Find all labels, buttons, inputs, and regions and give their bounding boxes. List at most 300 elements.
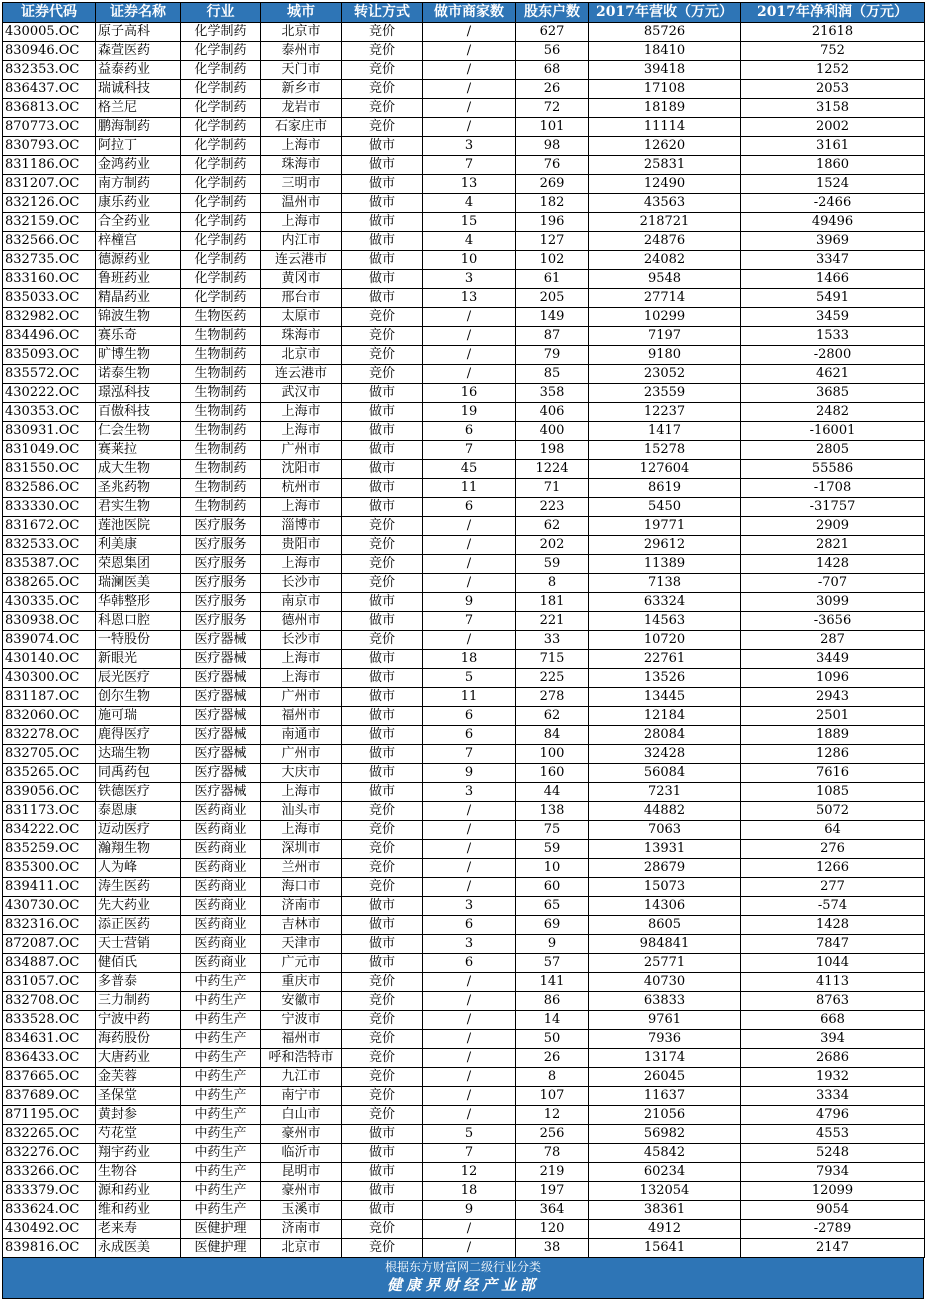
cell-shareholders: 8 (516, 1068, 589, 1087)
table-row (3, 1106, 925, 1125)
cell-net-profit: 1932 (741, 1068, 925, 1087)
cell-name: 多普泰 (96, 973, 181, 992)
cell-revenue: 12237 (589, 403, 741, 422)
cell-shareholders: 65 (516, 897, 589, 916)
cell-name: 达瑞生物 (96, 745, 181, 764)
cell-net-profit: 1096 (741, 669, 925, 688)
cell-transfer-method: 做市 (342, 650, 423, 669)
cell-market-makers: 7 (423, 612, 516, 631)
cell-market-makers: 7 (423, 156, 516, 175)
cell-name: 圣兆药物 (96, 479, 181, 498)
table-row (3, 42, 925, 61)
cell-name: 鹏海制药 (96, 118, 181, 137)
col-header-name: 证券名称 (96, 3, 181, 23)
cell-transfer-method: 竞价 (342, 1239, 423, 1258)
cell-code: 835300.OC (3, 859, 96, 878)
cell-city: 深圳市 (261, 840, 342, 859)
cell-city: 大庆市 (261, 764, 342, 783)
cell-revenue: 56982 (589, 1125, 741, 1144)
cell-revenue: 984841 (589, 935, 741, 954)
cell-name: 荣恩集团 (96, 555, 181, 574)
cell-transfer-method: 竞价 (342, 859, 423, 878)
cell-name: 施可瑞 (96, 707, 181, 726)
cell-code: 430005.OC (3, 23, 96, 42)
cell-market-makers: 6 (423, 954, 516, 973)
cell-net-profit: 2482 (741, 403, 925, 422)
cell-industry: 医药商业 (181, 897, 261, 916)
cell-shareholders: 98 (516, 137, 589, 156)
cell-market-makers: 7 (423, 1144, 516, 1163)
table-row (3, 213, 925, 232)
cell-shareholders: 400 (516, 422, 589, 441)
cell-name: 创尔生物 (96, 688, 181, 707)
cell-market-makers: 4 (423, 232, 516, 251)
cell-industry: 医疗器械 (181, 764, 261, 783)
cell-industry: 化学制药 (181, 194, 261, 213)
cell-industry: 医健护理 (181, 1239, 261, 1258)
cell-code: 832533.OC (3, 536, 96, 555)
cell-net-profit: 4113 (741, 973, 925, 992)
table-row (3, 251, 925, 270)
cell-name: 迈动医疗 (96, 821, 181, 840)
cell-market-makers: / (423, 365, 516, 384)
cell-name: 成大生物 (96, 460, 181, 479)
cell-city: 上海市 (261, 213, 342, 232)
cell-net-profit: 2501 (741, 707, 925, 726)
cell-name: 瑞澜医美 (96, 574, 181, 593)
table-row (3, 80, 925, 99)
cell-revenue: 25771 (589, 954, 741, 973)
cell-industry: 医疗器械 (181, 631, 261, 650)
table-row (3, 536, 925, 555)
cell-industry: 化学制药 (181, 99, 261, 118)
cell-market-makers: / (423, 802, 516, 821)
cell-shareholders: 202 (516, 536, 589, 555)
cell-name: 利美康 (96, 536, 181, 555)
table-row (3, 118, 925, 137)
cell-code: 838265.OC (3, 574, 96, 593)
cell-code: 832586.OC (3, 479, 96, 498)
cell-revenue: 15073 (589, 878, 741, 897)
cell-revenue: 15641 (589, 1239, 741, 1258)
cell-name: 三力制药 (96, 992, 181, 1011)
cell-name: 金鸿药业 (96, 156, 181, 175)
cell-transfer-method: 竞价 (342, 840, 423, 859)
cell-net-profit: 1860 (741, 156, 925, 175)
cell-name: 黄封参 (96, 1106, 181, 1125)
cell-name: 宁波中药 (96, 1011, 181, 1030)
cell-transfer-method: 做市 (342, 479, 423, 498)
cell-code: 872087.OC (3, 935, 96, 954)
cell-market-makers: / (423, 878, 516, 897)
cell-net-profit: 287 (741, 631, 925, 650)
cell-city: 广州市 (261, 745, 342, 764)
cell-transfer-method: 做市 (342, 175, 423, 194)
cell-shareholders: 102 (516, 251, 589, 270)
cell-industry: 生物制药 (181, 346, 261, 365)
cell-net-profit: 7616 (741, 764, 925, 783)
table-row (3, 517, 925, 536)
cell-market-makers: / (423, 327, 516, 346)
stock-table-container (2, 2, 924, 1299)
table-row (3, 61, 925, 80)
cell-name: 同禹药包 (96, 764, 181, 783)
cell-industry: 生物制药 (181, 365, 261, 384)
cell-name: 旷博生物 (96, 346, 181, 365)
table-row (3, 1087, 925, 1106)
cell-net-profit: 2002 (741, 118, 925, 137)
cell-revenue: 27714 (589, 289, 741, 308)
cell-industry: 医疗服务 (181, 593, 261, 612)
cell-shareholders: 138 (516, 802, 589, 821)
cell-shareholders: 86 (516, 992, 589, 1011)
cell-transfer-method: 做市 (342, 498, 423, 517)
cell-net-profit: 1044 (741, 954, 925, 973)
table-row (3, 802, 925, 821)
cell-revenue: 4912 (589, 1220, 741, 1239)
cell-shareholders: 87 (516, 327, 589, 346)
cell-net-profit: 3969 (741, 232, 925, 251)
cell-shareholders: 256 (516, 1125, 589, 1144)
col-header-city: 城市 (261, 3, 342, 23)
cell-transfer-method: 做市 (342, 194, 423, 213)
cell-code: 831186.OC (3, 156, 96, 175)
cell-city: 石家庄市 (261, 118, 342, 137)
cell-shareholders: 59 (516, 840, 589, 859)
cell-name: 科恩口腔 (96, 612, 181, 631)
cell-code: 430730.OC (3, 897, 96, 916)
cell-transfer-method: 竞价 (342, 1220, 423, 1239)
cell-revenue: 24876 (589, 232, 741, 251)
cell-transfer-method: 竞价 (342, 555, 423, 574)
cell-industry: 医疗服务 (181, 536, 261, 555)
cell-code: 835265.OC (3, 764, 96, 783)
cell-industry: 医药商业 (181, 935, 261, 954)
cell-revenue: 40730 (589, 973, 741, 992)
cell-code: 833330.OC (3, 498, 96, 517)
cell-net-profit: 49496 (741, 213, 925, 232)
cell-industry: 化学制药 (181, 213, 261, 232)
table-row (3, 745, 925, 764)
cell-industry: 中药生产 (181, 1049, 261, 1068)
table-row (3, 669, 925, 688)
cell-net-profit: 2805 (741, 441, 925, 460)
cell-city: 南宁市 (261, 1087, 342, 1106)
table-row (3, 783, 925, 802)
cell-city: 龙岩市 (261, 99, 342, 118)
cell-market-makers: 11 (423, 688, 516, 707)
cell-revenue: 24082 (589, 251, 741, 270)
cell-transfer-method: 竞价 (342, 992, 423, 1011)
cell-net-profit: 7934 (741, 1163, 925, 1182)
cell-name: 益泰药业 (96, 61, 181, 80)
cell-market-makers: 12 (423, 1163, 516, 1182)
cell-code: 831049.OC (3, 441, 96, 460)
cell-industry: 中药生产 (181, 1011, 261, 1030)
cell-industry: 医药商业 (181, 916, 261, 935)
cell-net-profit: 1085 (741, 783, 925, 802)
cell-industry: 化学制药 (181, 270, 261, 289)
cell-city: 南京市 (261, 593, 342, 612)
cell-market-makers: / (423, 821, 516, 840)
table-row (3, 688, 925, 707)
cell-name: 翔宇药业 (96, 1144, 181, 1163)
cell-market-makers: / (423, 118, 516, 137)
cell-industry: 医疗器械 (181, 745, 261, 764)
cell-revenue: 13931 (589, 840, 741, 859)
cell-market-makers: / (423, 517, 516, 536)
cell-net-profit: -31757 (741, 498, 925, 517)
cell-transfer-method: 竞价 (342, 1049, 423, 1068)
cell-code: 832705.OC (3, 745, 96, 764)
table-row (3, 1201, 925, 1220)
cell-industry: 医药商业 (181, 878, 261, 897)
cell-code: 836437.OC (3, 80, 96, 99)
table-row (3, 954, 925, 973)
cell-city: 新乡市 (261, 80, 342, 99)
cell-city: 上海市 (261, 821, 342, 840)
cell-revenue: 13526 (589, 669, 741, 688)
cell-code: 833624.OC (3, 1201, 96, 1220)
cell-net-profit: 3334 (741, 1087, 925, 1106)
cell-revenue: 7231 (589, 783, 741, 802)
cell-market-makers: 9 (423, 1201, 516, 1220)
table-row (3, 840, 925, 859)
table-row (3, 1239, 925, 1258)
cell-city: 上海市 (261, 669, 342, 688)
cell-city: 福州市 (261, 707, 342, 726)
table-row (3, 707, 925, 726)
cell-name: 永成医美 (96, 1239, 181, 1258)
table-row (3, 479, 925, 498)
cell-industry: 医疗器械 (181, 707, 261, 726)
cell-revenue: 63324 (589, 593, 741, 612)
cell-market-makers: / (423, 992, 516, 1011)
cell-industry: 中药生产 (181, 1201, 261, 1220)
cell-net-profit: 1524 (741, 175, 925, 194)
cell-city: 连云港市 (261, 251, 342, 270)
cell-industry: 化学制药 (181, 61, 261, 80)
cell-transfer-method: 做市 (342, 897, 423, 916)
cell-revenue: 22761 (589, 650, 741, 669)
cell-code: 831550.OC (3, 460, 96, 479)
cell-net-profit: 1428 (741, 916, 925, 935)
cell-shareholders: 84 (516, 726, 589, 745)
cell-transfer-method: 竞价 (342, 802, 423, 821)
cell-city: 德州市 (261, 612, 342, 631)
cell-city: 白山市 (261, 1106, 342, 1125)
cell-transfer-method: 做市 (342, 593, 423, 612)
cell-transfer-method: 做市 (342, 251, 423, 270)
cell-industry: 化学制药 (181, 42, 261, 61)
cell-code: 835572.OC (3, 365, 96, 384)
cell-name: 鹿得医疗 (96, 726, 181, 745)
cell-code: 834496.OC (3, 327, 96, 346)
cell-city: 玉溪市 (261, 1201, 342, 1220)
cell-net-profit: 2686 (741, 1049, 925, 1068)
cell-shareholders: 107 (516, 1087, 589, 1106)
cell-revenue: 63833 (589, 992, 741, 1011)
cell-industry: 中药生产 (181, 1106, 261, 1125)
cell-revenue: 11389 (589, 555, 741, 574)
cell-market-makers: / (423, 99, 516, 118)
cell-revenue: 10299 (589, 308, 741, 327)
cell-industry: 生物制药 (181, 403, 261, 422)
cell-industry: 生物医药 (181, 308, 261, 327)
cell-city: 内江市 (261, 232, 342, 251)
table-row (3, 327, 925, 346)
cell-shareholders: 198 (516, 441, 589, 460)
cell-revenue: 127604 (589, 460, 741, 479)
cell-name: 梓橦宫 (96, 232, 181, 251)
table-row (3, 289, 925, 308)
cell-revenue: 7197 (589, 327, 741, 346)
cell-city: 长沙市 (261, 574, 342, 593)
cell-name: 泰恩康 (96, 802, 181, 821)
cell-transfer-method: 做市 (342, 441, 423, 460)
cell-transfer-method: 竞价 (342, 536, 423, 555)
cell-transfer-method: 做市 (342, 1125, 423, 1144)
cell-industry: 医疗器械 (181, 726, 261, 745)
cell-name: 赛乐奇 (96, 327, 181, 346)
cell-net-profit: 12099 (741, 1182, 925, 1201)
cell-net-profit: -574 (741, 897, 925, 916)
cell-city: 吉林市 (261, 916, 342, 935)
cell-market-makers: / (423, 574, 516, 593)
cell-shareholders: 358 (516, 384, 589, 403)
cell-revenue: 26045 (589, 1068, 741, 1087)
cell-transfer-method: 做市 (342, 289, 423, 308)
cell-city: 上海市 (261, 783, 342, 802)
cell-transfer-method: 做市 (342, 726, 423, 745)
cell-transfer-method: 做市 (342, 460, 423, 479)
cell-market-makers: / (423, 1106, 516, 1125)
table-row (3, 859, 925, 878)
cell-industry: 中药生产 (181, 1163, 261, 1182)
cell-revenue: 56084 (589, 764, 741, 783)
cell-transfer-method: 做市 (342, 384, 423, 403)
cell-shareholders: 1224 (516, 460, 589, 479)
cell-net-profit: 3099 (741, 593, 925, 612)
cell-net-profit: 7847 (741, 935, 925, 954)
cell-market-makers: 7 (423, 441, 516, 460)
cell-market-makers: / (423, 308, 516, 327)
cell-name: 德源药业 (96, 251, 181, 270)
cell-industry: 生物制药 (181, 327, 261, 346)
cell-code: 430492.OC (3, 1220, 96, 1239)
cell-code: 839056.OC (3, 783, 96, 802)
cell-name: 康乐药业 (96, 194, 181, 213)
cell-shareholders: 69 (516, 916, 589, 935)
cell-market-makers: / (423, 80, 516, 99)
cell-market-makers: / (423, 1030, 516, 1049)
cell-shareholders: 10 (516, 859, 589, 878)
cell-industry: 中药生产 (181, 1030, 261, 1049)
cell-net-profit: 277 (741, 878, 925, 897)
cell-code: 835033.OC (3, 289, 96, 308)
cell-name: 合全药业 (96, 213, 181, 232)
cell-industry: 医健护理 (181, 1220, 261, 1239)
cell-market-makers: / (423, 1239, 516, 1258)
cell-city: 济南市 (261, 897, 342, 916)
cell-transfer-method: 竞价 (342, 1087, 423, 1106)
cell-net-profit: 5491 (741, 289, 925, 308)
cell-code: 833266.OC (3, 1163, 96, 1182)
cell-shareholders: 127 (516, 232, 589, 251)
cell-industry: 医疗器械 (181, 650, 261, 669)
cell-name: 添正医药 (96, 916, 181, 935)
cell-shareholders: 149 (516, 308, 589, 327)
cell-code: 831173.OC (3, 802, 96, 821)
col-header-net-profit: 2017年净利润（万元） (741, 3, 925, 23)
cell-revenue: 28084 (589, 726, 741, 745)
cell-market-makers: 3 (423, 935, 516, 954)
cell-name: 森萱医药 (96, 42, 181, 61)
cell-transfer-method: 竞价 (342, 517, 423, 536)
cell-industry: 医药商业 (181, 859, 261, 878)
stock-table (2, 2, 925, 1258)
cell-industry: 医疗服务 (181, 517, 261, 536)
cell-shareholders: 141 (516, 973, 589, 992)
cell-industry: 化学制药 (181, 175, 261, 194)
cell-code: 832566.OC (3, 232, 96, 251)
cell-market-makers: 3 (423, 783, 516, 802)
cell-transfer-method: 竞价 (342, 821, 423, 840)
cell-code: 830793.OC (3, 137, 96, 156)
cell-net-profit: 21618 (741, 23, 925, 42)
cell-name: 芍花堂 (96, 1125, 181, 1144)
cell-shareholders: 57 (516, 954, 589, 973)
cell-code: 834222.OC (3, 821, 96, 840)
cell-market-makers: 6 (423, 498, 516, 517)
cell-transfer-method: 做市 (342, 403, 423, 422)
cell-code: 871195.OC (3, 1106, 96, 1125)
cell-transfer-method: 竞价 (342, 346, 423, 365)
cell-code: 839074.OC (3, 631, 96, 650)
cell-industry: 中药生产 (181, 1125, 261, 1144)
cell-code: 832159.OC (3, 213, 96, 232)
cell-name: 一特股份 (96, 631, 181, 650)
cell-transfer-method: 做市 (342, 1163, 423, 1182)
cell-industry: 生物制药 (181, 498, 261, 517)
cell-industry: 医疗器械 (181, 783, 261, 802)
cell-shareholders: 364 (516, 1201, 589, 1220)
cell-city: 宁波市 (261, 1011, 342, 1030)
cell-industry: 中药生产 (181, 973, 261, 992)
cell-name: 铁德医疗 (96, 783, 181, 802)
cell-revenue: 19771 (589, 517, 741, 536)
cell-transfer-method: 做市 (342, 612, 423, 631)
cell-net-profit: 1533 (741, 327, 925, 346)
cell-market-makers: / (423, 555, 516, 574)
cell-revenue: 60234 (589, 1163, 741, 1182)
cell-market-makers: / (423, 859, 516, 878)
cell-revenue: 11637 (589, 1087, 741, 1106)
cell-code: 837665.OC (3, 1068, 96, 1087)
col-header-code: 证券代码 (3, 3, 96, 23)
cell-city: 温州市 (261, 194, 342, 213)
cell-shareholders: 76 (516, 156, 589, 175)
cell-shareholders: 182 (516, 194, 589, 213)
cell-name: 健佰氏 (96, 954, 181, 973)
cell-city: 杭州市 (261, 479, 342, 498)
cell-shareholders: 33 (516, 631, 589, 650)
table-row (3, 593, 925, 612)
cell-market-makers: 18 (423, 1182, 516, 1201)
cell-revenue: 85726 (589, 23, 741, 42)
cell-market-makers: / (423, 1068, 516, 1087)
cell-industry: 生物制药 (181, 460, 261, 479)
